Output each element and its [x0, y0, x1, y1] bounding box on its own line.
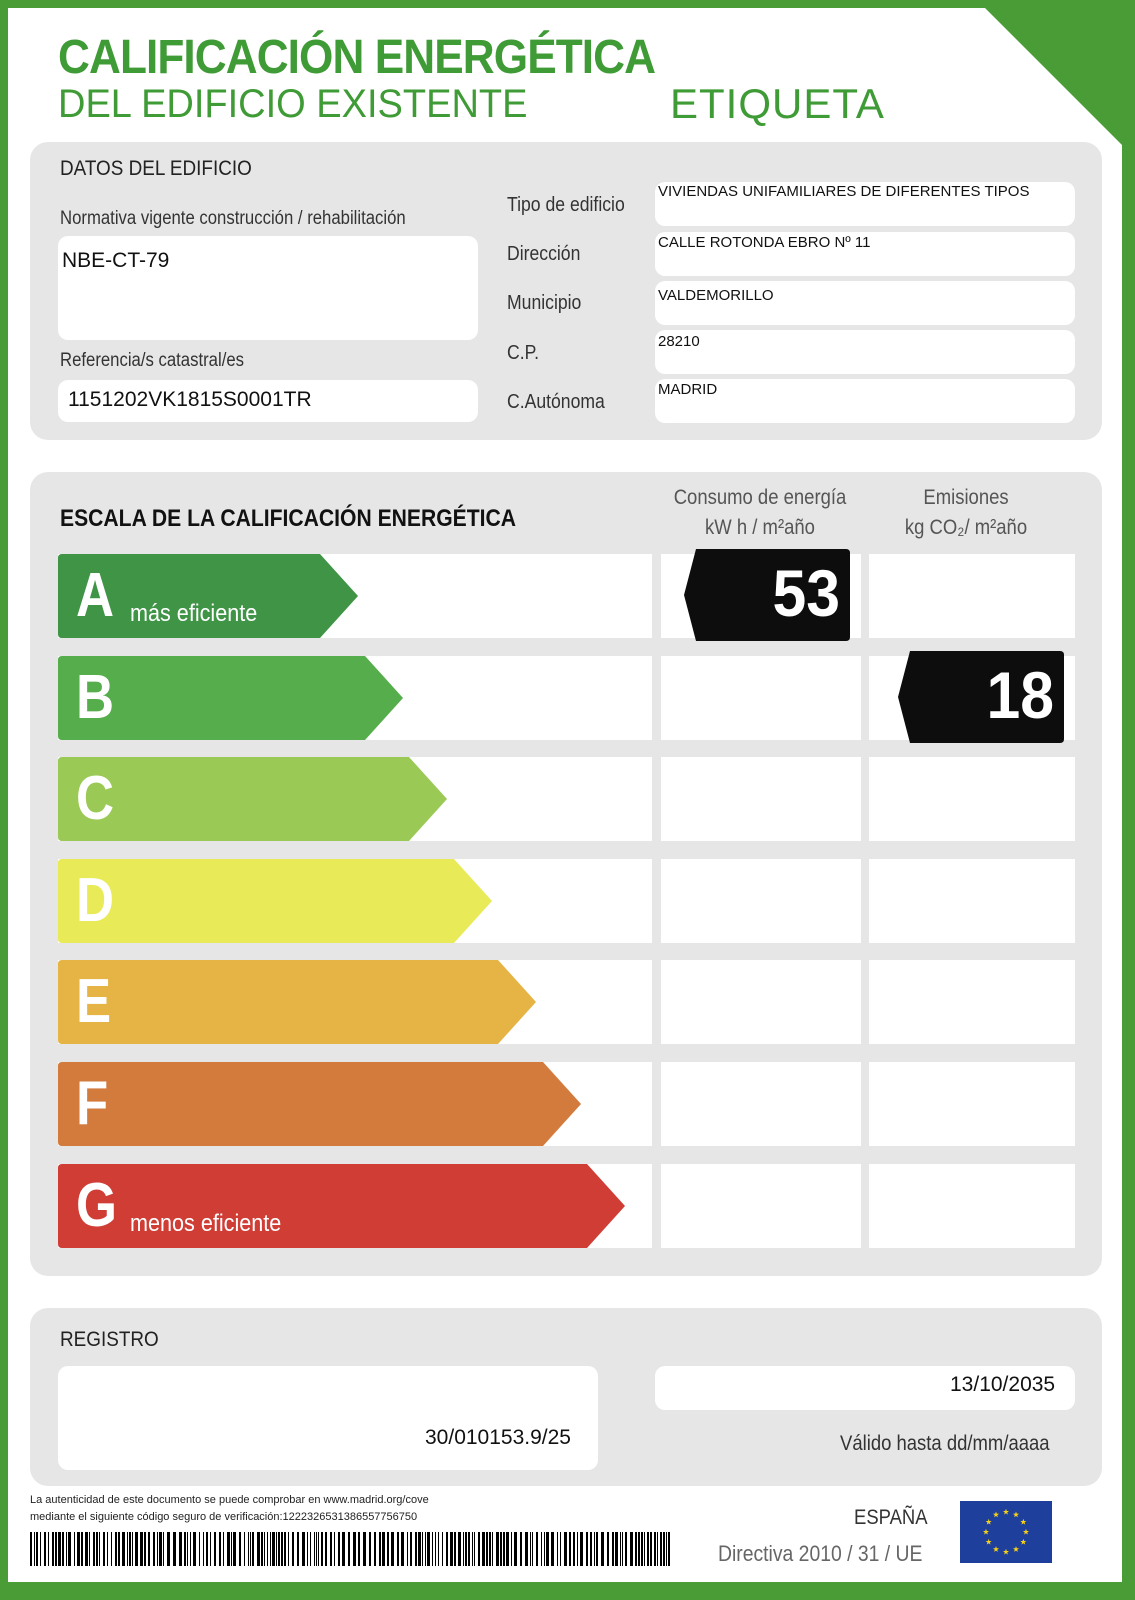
class-arrow-e	[58, 960, 536, 1044]
region-value: MADRID	[658, 381, 718, 398]
building-type-label: Tipo de edificio	[507, 194, 625, 216]
class-arrow-d	[58, 859, 492, 943]
energy-cell-g	[661, 1164, 861, 1248]
class-caption-a: más eficiente	[130, 600, 258, 627]
auth-line-2: mediante el siguiente código seguro de verificación:1222326531386557756750	[30, 1511, 418, 1523]
title-line-2: DEL EDIFICIO EXISTENTE	[58, 82, 528, 126]
emissions-cell-c	[869, 757, 1075, 841]
address-label: Dirección	[507, 243, 581, 265]
scale-title: ESCALA DE LA CALIFICACIÓN ENERGÉTICA	[60, 505, 517, 532]
title-line-1: CALIFICACIÓN ENERGÉTICA	[58, 31, 656, 84]
class-letter-a: A	[76, 561, 115, 630]
energy-header-1: Consumo de energía	[673, 486, 847, 509]
building-type-value: VIVIENDAS UNIFAMILIARES DE DIFERENTES TIPOS	[658, 183, 1030, 200]
class-arrow-c	[58, 757, 447, 841]
country-label: ESPAÑA	[854, 1506, 928, 1529]
energy-cell-c	[661, 757, 861, 841]
energy-cell-d	[661, 859, 861, 943]
regulation-label: Normativa vigente construcción / rehabilitación	[60, 208, 406, 229]
municipality-value: VALDEMORILLO	[658, 287, 774, 304]
postal-code-label: C.P.	[507, 342, 539, 364]
valid-date: 13/10/2035	[950, 1373, 1056, 1396]
cadastral-value: 1151202VK1815S0001TR	[68, 388, 312, 411]
energy-cell-b	[661, 656, 861, 740]
energy-header-2: kW h / m²año	[705, 516, 815, 539]
municipality-label: Municipio	[507, 292, 582, 314]
emissions-cell-f	[869, 1062, 1075, 1146]
postal-code-value: 28210	[658, 333, 700, 350]
title-tag: ETIQUETA	[670, 80, 885, 127]
registry-number-box	[58, 1366, 598, 1470]
eu-flag-icon	[960, 1501, 1052, 1563]
emissions-cell-d	[869, 859, 1075, 943]
emissions-cell-e	[869, 960, 1075, 1044]
region-label: C.Autónoma	[507, 391, 605, 413]
regulation-value: NBE-CT-79	[62, 249, 170, 272]
class-caption-g: menos eficiente	[130, 1210, 282, 1237]
emissions-header-2: kg CO₂/ m²año	[904, 516, 1028, 539]
class-arrow-f	[58, 1062, 581, 1146]
region-box	[655, 379, 1075, 423]
energy-cell-f	[661, 1062, 861, 1146]
emissions-badge-value: 18	[986, 658, 1054, 732]
postal-code-box	[655, 330, 1075, 374]
address-value: CALLE ROTONDA EBRO Nº 11	[658, 234, 871, 251]
emissions-cell-g	[869, 1164, 1075, 1248]
valid-until-label: Válido hasta dd/mm/aaaa	[840, 1432, 1050, 1455]
registry-number: 30/010153.9/25	[425, 1426, 571, 1449]
cadastral-label: Referencia/s catastral/es	[60, 350, 245, 371]
class-letter-f: F	[76, 1069, 109, 1138]
verification-barcode	[30, 1532, 676, 1566]
auth-line-1: La autenticidad de este documento se puede comprobar en www.madrid.org/cove	[30, 1494, 429, 1506]
registry-section-title: REGISTRO	[60, 1328, 159, 1351]
class-letter-e: E	[76, 967, 112, 1036]
energy-badge-value: 53	[772, 556, 840, 630]
class-letter-b: B	[76, 663, 115, 732]
emissions-header-1: Emisiones	[923, 486, 1009, 509]
class-letter-c: C	[76, 764, 115, 833]
energy-cell-e	[661, 960, 861, 1044]
emissions-cell-a	[869, 554, 1075, 638]
directive-label: Directiva 2010 / 31 / UE	[718, 1541, 923, 1566]
class-letter-d: D	[76, 866, 115, 935]
building-section-title: DATOS DEL EDIFICIO	[60, 157, 252, 180]
class-letter-g: G	[76, 1171, 117, 1240]
